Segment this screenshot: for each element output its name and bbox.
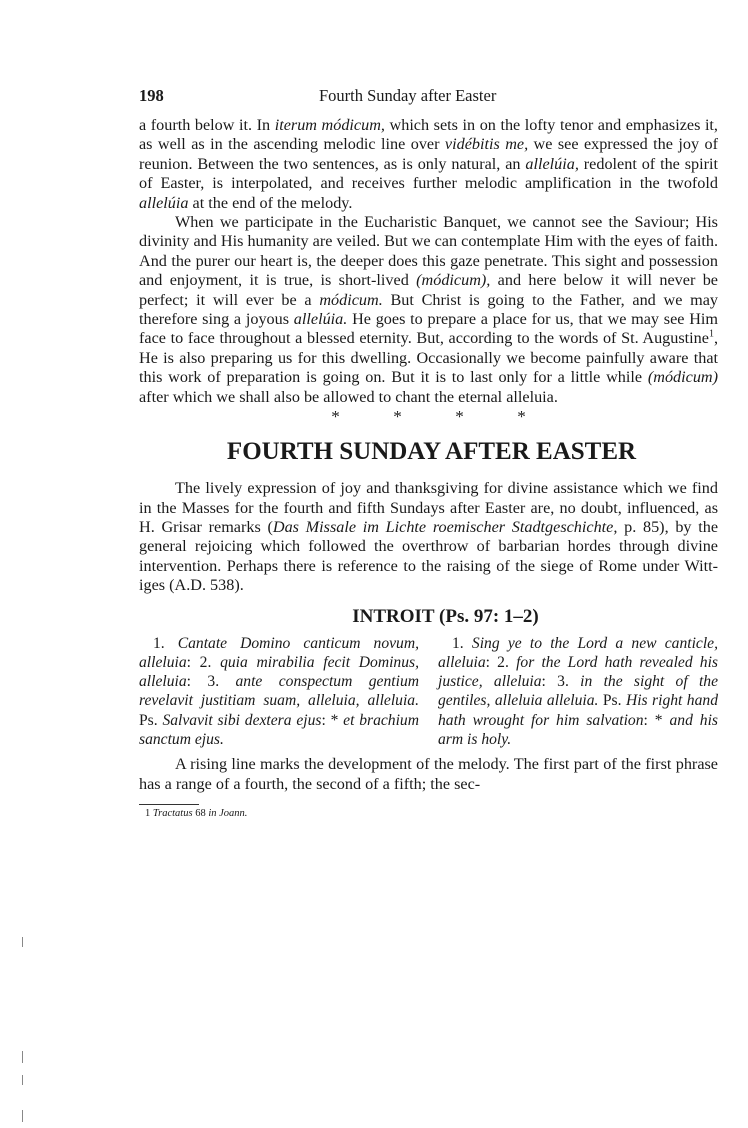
page-number: 198	[139, 86, 164, 105]
introit-english: 1. Sing ye to the Lord a new canticle, alleluia: 2. for the Lord hath revealed his justice, alleluia: 3. in the sight of the gentiles, alleluia alleluia. Ps. His right hand hath wrought for him salvation: * and his arm is holy.	[438, 634, 718, 749]
footnote-rule	[139, 804, 199, 805]
footnote-reference: 1	[708, 329, 714, 341]
separator-star: *	[455, 407, 464, 427]
separator-star: *	[517, 407, 526, 427]
section-separator	[139, 408, 718, 426]
introit-latin: 1. Cantate Domino canticum novum, alleluia: 2. quia mirabilia fecit Dominus, alleluia: 3. ante conspectum gentium revelavit justitiam suam, alleluia, alleluia. Ps. Salvavit sibi dextera ejus: * et brachium sanctum ejus.	[139, 634, 420, 749]
scan-mark	[22, 1051, 23, 1063]
introit-columns	[139, 634, 718, 750]
scan-mark	[22, 1075, 23, 1085]
introit-heading	[139, 606, 718, 628]
footnote: 1 Tractatus 68 in Joann.	[145, 808, 248, 820]
running-head	[139, 86, 718, 112]
paragraph-1: a fourth below it. In iterum módicum, which sets in on the lofty tenor and emphasizes it, as well as in the ascending melodic line over vidébitis me, we see expressed the joy of reunion. Between the two sentences, as is only natural, an allelúia, redolent of the spirit of Easter, is interpolated, and receives further melodic amplification in the twofold allelúia at the end of the melody.	[139, 116, 718, 212]
paragraph-3: The lively expression of joy and thanksgiving for divine assistance which we find in the Masses for the fourth and fifth Sundays after Easter are, no doubt, influenced, as H. Grisar remarks (Das Missale im Lichte roemischer Stadtgeschichte, p. 85), by the general rejoicing which followed the overthrow of barbarian hordes through divine intervention. Perhaps there is reference to the raising of the siege of Rome under Wittiges (A.D. 538).	[139, 479, 719, 595]
introit-reference: (Ps. 97: 1–2)	[439, 605, 539, 627]
page	[139, 86, 718, 821]
introit-label: INTROIT	[352, 605, 435, 627]
paragraph-2: When we participate in the Eucharistic Banquet, we cannot see the Saviour; His divinity and His humanity are veiled. But we can contemplate Him with the eyes of faith. And the purer our heart is, the deeper does this gaze penetrate. This sight and possession and enjoyment, it is true, is short-lived (módicum), and here below it will never be perfect; it will ever be a módicum. But Christ is going to the Father, and we may therefore sing a joyous allelúia. He goes to prepare a place for us, that we may see Him face to face throughout a blessed eternity. But, according to the words of St. Augustine$^1$, He is also preparing us for this dwelling. Occasionally we become painfully aware that this work of preparation is going on. But it is to last only for a little while (módicum) after which we shall also be allowed to chant the eternal alleluia.	[139, 213, 719, 406]
running-title: Fourth Sunday after Easter	[319, 86, 497, 105]
separator-star: *	[393, 407, 402, 427]
scan-mark	[22, 937, 23, 947]
scan-mark	[22, 1110, 23, 1122]
paragraph-4: A rising line marks the development of the melody. The first part of the first phrase has a range of a fourth, the second of a fifth; the sec-	[139, 755, 718, 793]
section-heading: FOURTH SUNDAY AFTER EASTER	[226, 438, 637, 466]
separator-star: *	[331, 407, 340, 427]
